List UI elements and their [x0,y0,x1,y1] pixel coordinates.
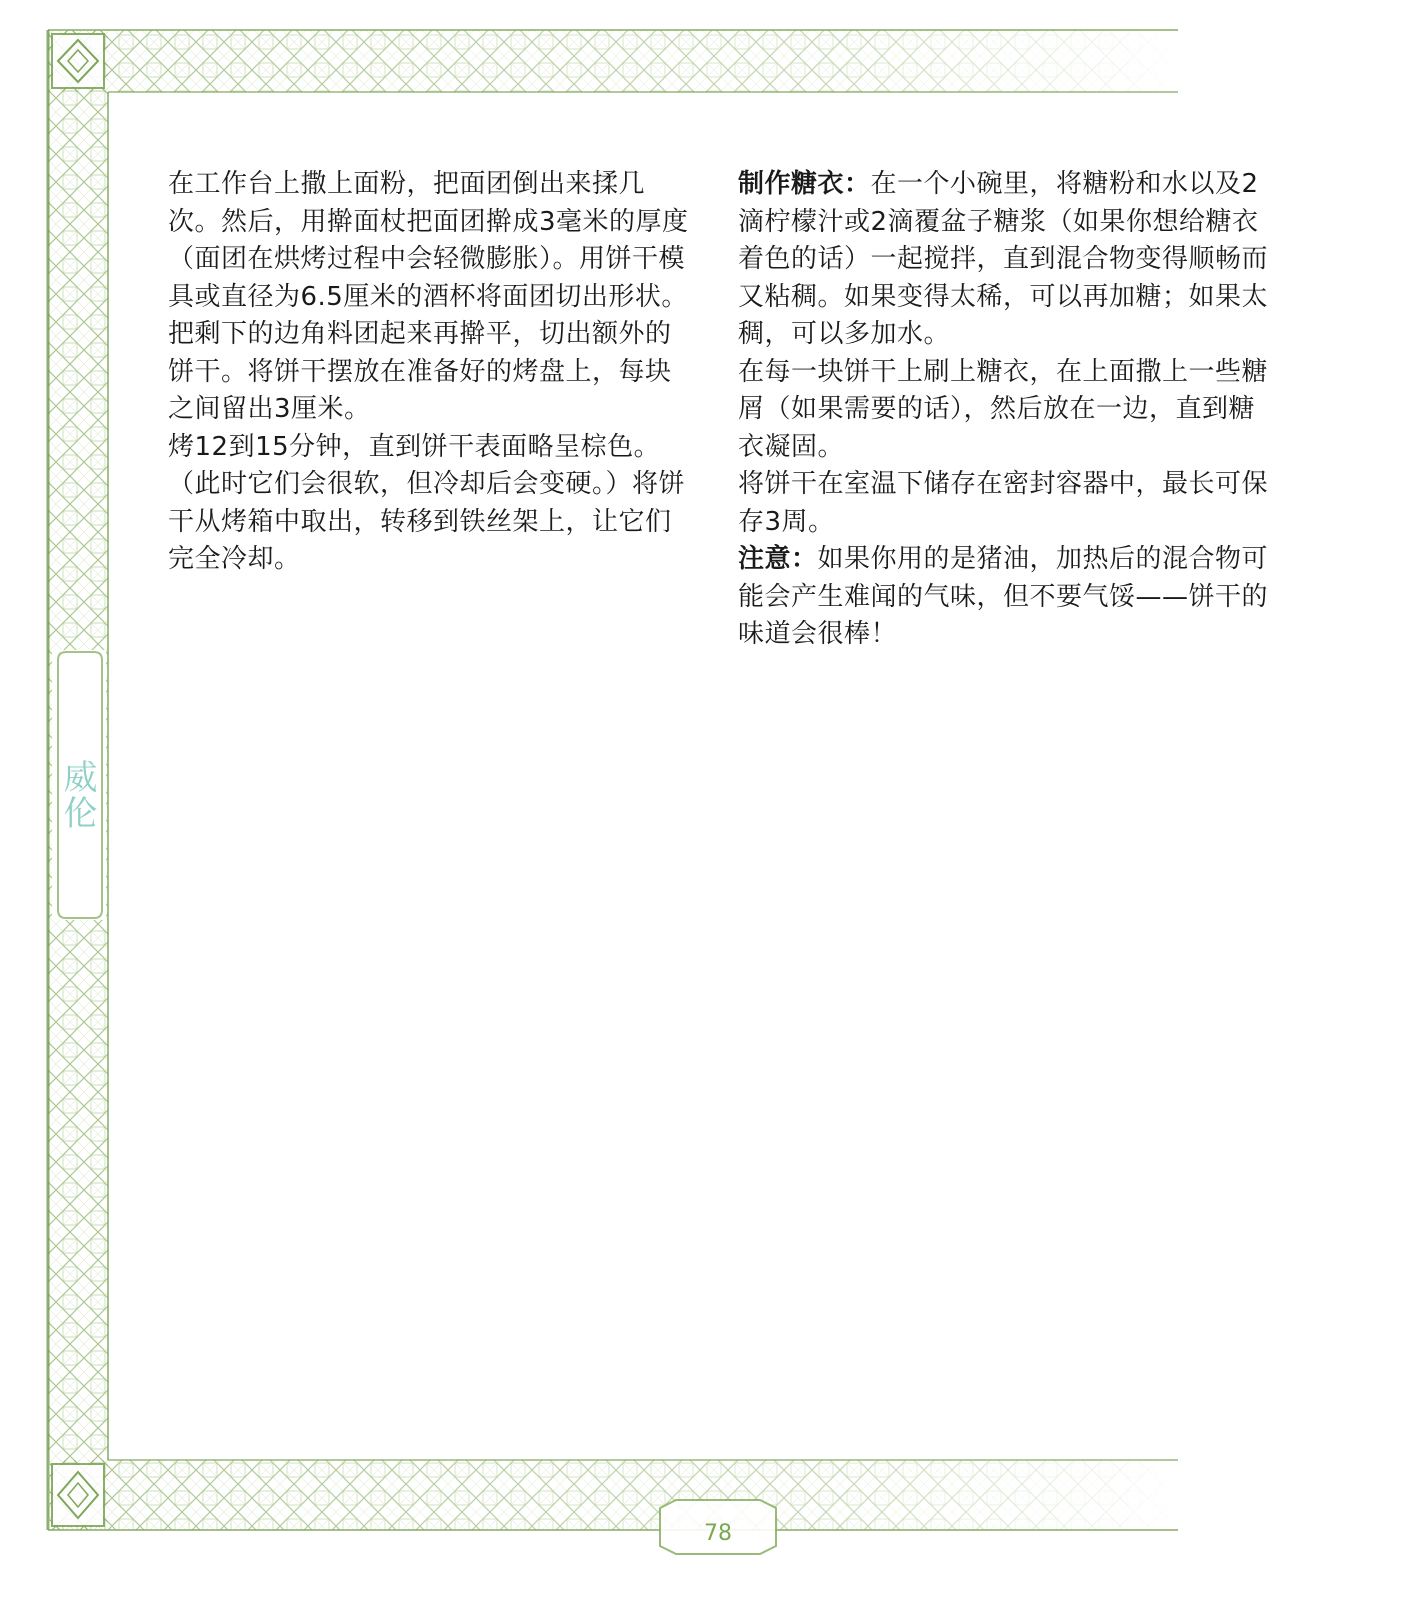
page-number: 78 [704,1521,732,1546]
right-column [738,166,1278,654]
note-paragraph [738,541,1278,654]
side-tab-label: 威伦 [57,759,97,831]
note-text: 如果你用的是猪油，加热后的混合物可能会产生难闻的气味，但不要气馁——饼干的味道会很棒！ [738,544,1269,649]
icing-paragraph [738,166,1278,354]
icing-label: 制作糖衣： [738,169,871,199]
left-column [168,166,696,579]
rolling-instructions-paragraph: 在工作台上撒上面粉，把面团倒出来揉几次。然后，用擀面杖把面团擀成3毫米的厚度（面团在烘烤过程中会轻微膨胀）。用饼干模具或直径为6.5厘米的酒杯将面团切出形状。把剩下的边角料团起来再擀平，切出额外的饼干。将饼干摆放在准备好的烤盘上，每块之间留出3厘米。 [168,169,689,424]
icing-text: 在一个小碗里，将糖粉和水以及2滴柠檬汁或2滴覆盆子糖浆（如果你想给糖衣着色的话）一起搅拌，直到混合物变得顺畅而又粘稠。如果变得太稀，可以再加糖；如果太稠，可以多加水。 [738,169,1269,349]
baking-instructions-paragraph: 烤12到15分钟，直到饼干表面略呈棕色。（此时它们会很软，但冷却后会变硬。）将饼干从烤箱中取出，转移到铁丝架上，让它们完全冷却。 [168,431,686,574]
storage-paragraph: 将饼干在室温下储存在密封容器中，最长可保存3周。 [738,469,1269,537]
brushing-paragraph: 在每一块饼干上刷上糖衣，在上面撒上一些糖屑（如果需要的话），然后放在一边，直到糖衣凝固。 [738,356,1269,462]
note-label: 注意： [738,544,818,574]
